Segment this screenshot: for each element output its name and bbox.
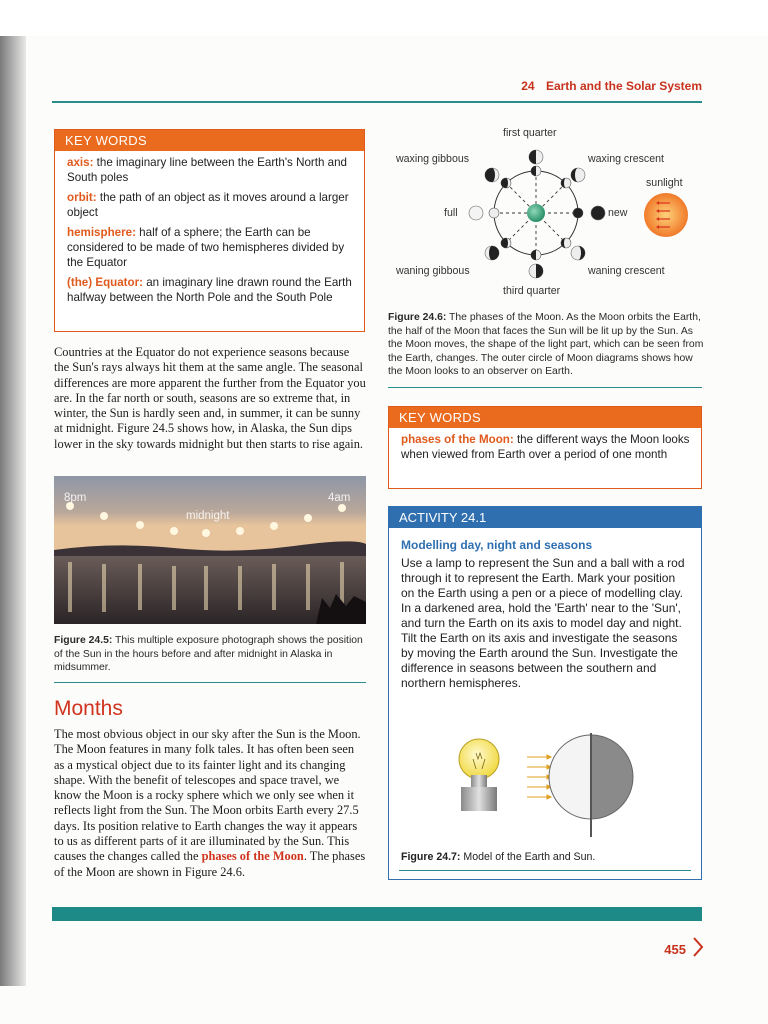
figure-24-6-caption: Figure 24.6: The phases of the Moon. As the Moon orbits the Earth, the half of the Moon that faces the Sun will be lit up by the Sun. As the Moon moves, the shape of the light part, which can be seen from the Earth, changes. The outer circle of Moon diagrams shows how the Moon looks to an observer on Earth.	[388, 312, 704, 377]
key-word-phases-of-the-moon: phases of the Moon: the different ways the Moon looks when viewed from Earth over a period of one month	[401, 433, 690, 461]
label-sunlight: sunlight	[646, 177, 683, 189]
months-heading: Months	[54, 697, 123, 720]
label-waxing-gibbous: waxing gibbous	[396, 153, 470, 165]
months-paragraph: The most obvious object in our sky after the Sun is the Moon. The Moon features in many folk tales. It has often been seen as a mystical object due to its fainter light and its changing shape. With the benefit of telescopes and space travel, we know the Moon is a rocky sphere which we only see when it reflects light from the Sun. The Moon orbits Earth every 27.5 days. Its position relative to Earth changes the way it appears to us as different parts of it are illuminated by the Sun. This causes the changes called the phases of the Moon. The phases of the Moon are shown in Figure 24.6.	[54, 727, 366, 879]
footer-band	[52, 907, 702, 921]
caption-rule	[54, 682, 366, 683]
activity-heading: ACTIVITY 24.1	[389, 507, 701, 528]
figure-24-7-caption: Figure 24.7: Model of the Earth and Sun.	[401, 851, 596, 863]
caption-rule	[399, 870, 691, 871]
figure-24-5-caption: Figure 24.5: This multiple exposure photograph shows the position of the Sun in the hours before and after midnight in Alaska in midsummer.	[54, 635, 363, 673]
chapter-number: 24	[521, 79, 535, 93]
label-full: full	[444, 207, 458, 219]
activity-paragraph-2: Tilt the Earth on its axis and investigate the seasons by moving the Earth around the Sun. Investigate the difference in seasons between the southern and northern hemispheres.	[401, 631, 678, 690]
key-words-box	[54, 129, 365, 332]
label-waning-gibbous: waning gibbous	[396, 265, 470, 277]
key-words-heading: KEY WORDS	[389, 407, 701, 428]
chapter-header	[521, 79, 702, 93]
header-rule	[52, 101, 702, 103]
key-word-hemisphere: hemisphere: half of a sphere; the Earth can be considered to be made of two hemispheres divided by the Equator	[67, 226, 345, 269]
seasons-paragraph: Countries at the Equator do not experience seasons because the Sun's rays always hit them at the same angle. The seasonal differences are more apparent the further from the Equator you are. In the far north or south, seasons are so extreme that, in winter, the Sun is hardly seen and, in summer, it can be sunny at midnight. Figure 24.5 shows how, in Alaska, the Sun dips lower in the sky towards midnight but then starts to rise again.	[54, 345, 366, 451]
page-number: 455	[664, 942, 686, 957]
page-top-margin	[0, 0, 768, 36]
moon-phases-diagram	[388, 125, 704, 305]
lamp-earth-model-illustration	[449, 733, 639, 848]
earth-ball-icon	[549, 733, 633, 837]
photo-label-4am: 4am	[328, 492, 351, 504]
key-word-equator: (the) Equator: an imaginary line drawn round the Earth halfway between the North Pole and the South Pole	[67, 276, 352, 304]
key-words-box-2	[388, 406, 702, 489]
chevron-right-icon	[692, 936, 704, 958]
phases-highlight: phases of the Moon	[201, 849, 304, 864]
book-spine-shadow	[0, 36, 26, 986]
photo-label-midnight: midnight	[186, 510, 230, 522]
label-new: new	[608, 207, 628, 219]
activity-box	[388, 506, 702, 880]
light-bulb-icon	[459, 739, 499, 811]
midnight-sun-photo	[54, 476, 366, 624]
key-word-orbit: orbit: the path of an object as it moves around a larger object	[67, 191, 349, 219]
activity-paragraph-1: Use a lamp to represent the Sun and a ball with a rod through it to represent the Earth. Mark your position on the Earth using a pen or a piece of modelling clay. In a darkened area, hold the 'Earth' near to the 'Sun', and turn the Earth on its axis to model day and night.	[401, 556, 685, 630]
activity-subheading: Modelling day, night and seasons	[401, 538, 593, 552]
chapter-title: Earth and the Solar System	[545, 79, 702, 93]
label-third-quarter: third quarter	[503, 285, 561, 297]
key-words-heading: KEY WORDS	[55, 130, 364, 151]
photo-label-8pm: 8pm	[64, 492, 87, 504]
label-waning-crescent: waning crescent	[588, 265, 665, 277]
key-word-axis: axis: the imaginary line between the Earth's North and South poles	[67, 156, 347, 184]
caption-rule	[388, 387, 702, 388]
label-first-quarter: first quarter	[503, 127, 557, 139]
label-waxing-crescent: waxing crescent	[588, 153, 664, 165]
